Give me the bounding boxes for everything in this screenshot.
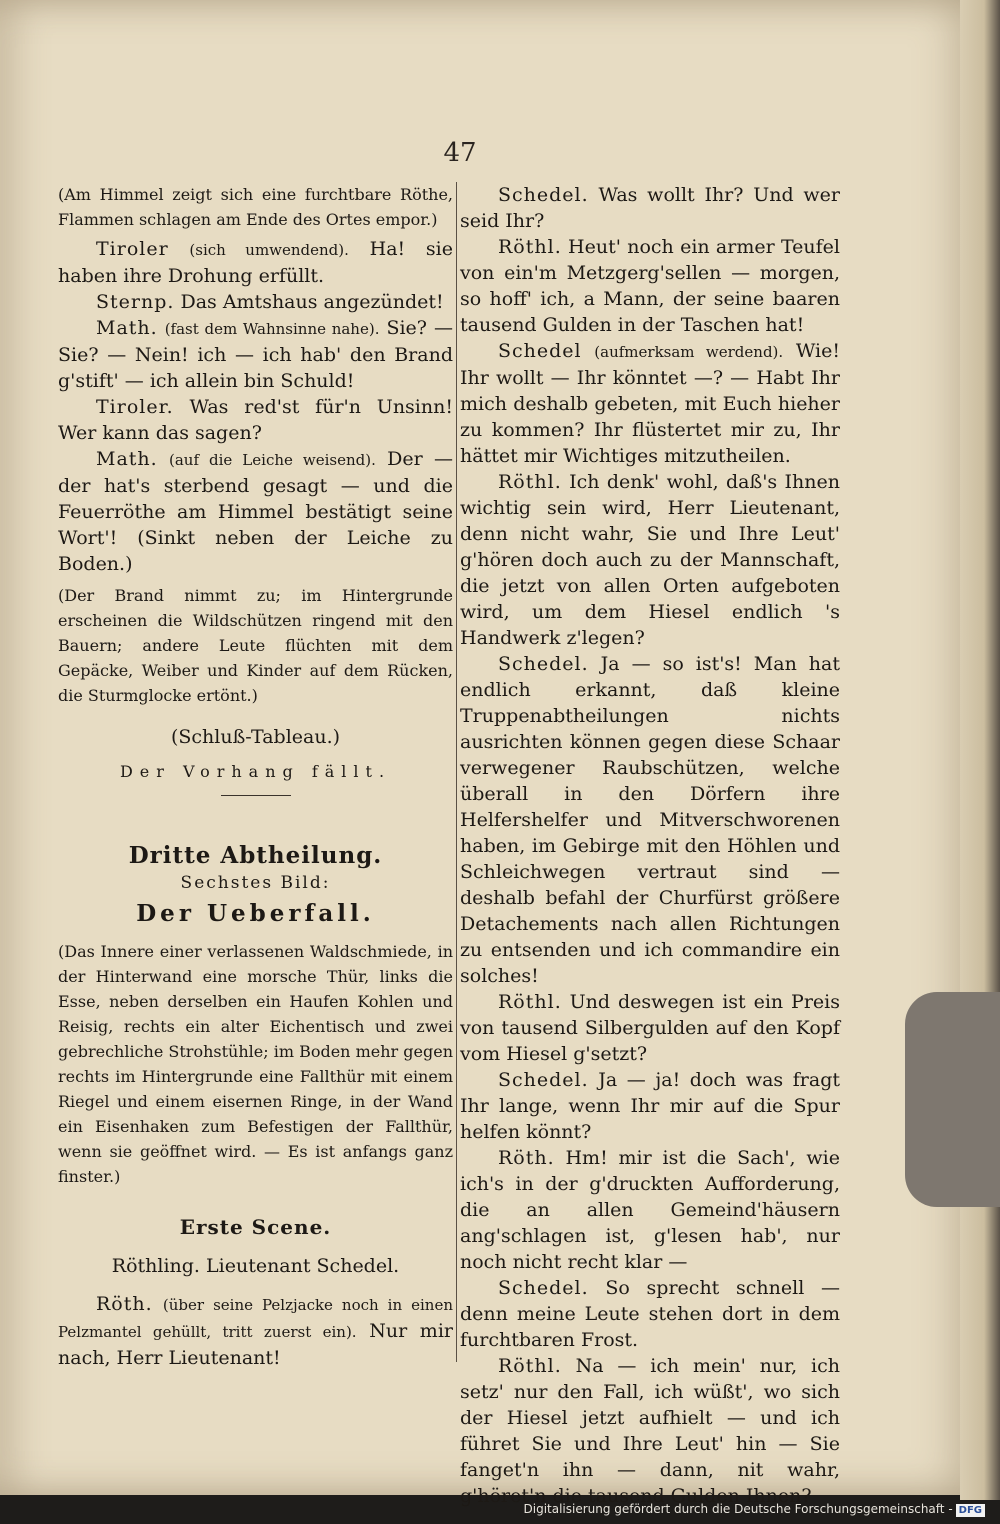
speech: Sie? — Sie? — Nein! ich — ich hab' den Brand g'stift' — ich allein bin Schuld! xyxy=(58,317,453,392)
direction: (aufmerksam werdend). xyxy=(594,343,784,361)
left-column xyxy=(58,182,453,1371)
section-title: Dritte Abtheilung. xyxy=(128,842,383,869)
speaker: Sternp. xyxy=(96,291,175,313)
dialogue-line xyxy=(460,1353,840,1509)
dfg-logo-icon: DFG xyxy=(956,1504,985,1517)
dialogue-line xyxy=(460,469,840,651)
dialogue-line xyxy=(58,315,453,394)
dialogue-line xyxy=(460,1145,840,1275)
scene-label: Sechstes Bild: xyxy=(180,873,331,893)
speaker: Röthl. xyxy=(498,1355,562,1377)
dialogue-line xyxy=(460,989,840,1067)
speech: Was red'st für'n Unsinn! Wer kann das sagen? xyxy=(58,396,453,444)
dialogue-line xyxy=(58,1291,453,1371)
curtain-line: Der Vorhang fällt. xyxy=(119,762,392,781)
separator-rule xyxy=(221,795,291,796)
speaker: Tiroler. xyxy=(96,396,174,418)
speech: Ha! sie haben ihre Drohung erfüllt. xyxy=(58,238,453,287)
speech: Ich denk' wohl, daß's Ihnen wichtig sein wird, Herr Lieutenant, denn nicht wahr, Sie und Ihre Leut' g'hören doch auch zu der Mannschaft, die jetzt von allen Orten aufgeboten wird, um dem Hiesel endlich 's Handwerk z'legen? xyxy=(460,471,841,649)
closing-tableau: (Schluß-Tableau.) xyxy=(170,726,341,748)
stage-direction: (Am Himmel zeigt sich eine furchtbare Röthe, Flammen schlagen am Ende des Ortes empor.) xyxy=(58,185,453,229)
page-number: 47 xyxy=(443,138,477,168)
speaker: Röth. xyxy=(498,1147,555,1169)
stage-direction: (Der Brand nimmt zu; im Hintergrunde erscheinen die Wildschützen ringend mit den Bauern; andere Leute flüchten mit dem Gepäcke, Weiber und Kinder auf dem Rücken, die Sturmglocke ertönt.) xyxy=(58,586,453,705)
speaker: Schedel. xyxy=(498,653,589,675)
speech: Wie! Ihr wollt — Ihr könntet —? — Habt Ihr mich deshalb gebeten, mit Euch hieher zu kommen? Ihr flüstertet mir zu, Ihr hättet mir Wichtiges mitzutheilen. xyxy=(460,340,840,467)
direction: (sich umwendend). xyxy=(189,241,349,259)
speech: Was wollt Ihr? Und wer seid Ihr? xyxy=(460,184,840,232)
column-divider xyxy=(456,182,457,1362)
speaker: Schedel. xyxy=(498,184,589,206)
direction: (über seine Pelzjacke noch in einen Pelzmantel gehüllt, tritt zuerst ein). xyxy=(58,1296,453,1341)
direction: (fast dem Wahnsinne nahe). xyxy=(164,320,380,338)
dialogue-line xyxy=(460,182,840,234)
speaker: Schedel. xyxy=(498,1277,589,1299)
speech: Und deswegen ist ein Preis von tausend Silbergulden auf den Kopf vom Hiesel g'setzt? xyxy=(460,991,840,1065)
first-scene-heading: Erste Scene. xyxy=(179,1215,332,1239)
dialogue-line xyxy=(460,1275,840,1353)
direction: (auf die Leiche weisend). xyxy=(169,451,376,469)
speaker: Röthl. xyxy=(498,236,562,258)
dialogue-line xyxy=(58,394,453,446)
speech: Ja — ja! doch was fragt Ihr lange, wenn Ihr mir auf die Spur helfen könnt? xyxy=(460,1069,840,1143)
right-column xyxy=(460,182,840,1509)
speaker: Röthl. xyxy=(498,991,562,1013)
speech: Na — ich mein' nur, ich setz' nur den Fall, ich wüßt', wo sich der Hiesel jetzt aufhielt — und ich führet Sie und Ihre Leut' hin — Sie fanget'n ihn — dann, nit wahr, g'höret'n die tausend Gulden Ihnen? xyxy=(460,1355,840,1507)
speech: Hm! mir ist die Sach', wie ich's in der g'druckten Aufforderung, die an allen Gemeind'häusern ang'schlagen ist, g'lesen hab', nur noch nicht recht klar — xyxy=(460,1147,840,1273)
scene-title: Der Ueberfall. xyxy=(136,900,375,927)
speech: Nur mir nach, Herr Lieutenant! xyxy=(58,1320,453,1369)
dialogue-line xyxy=(58,289,453,315)
speech: Ja — so ist's! Man hat endlich erkannt, daß kleine Truppenabtheilungen nichts ausrichten können gegen diese Schaar verwegener Raubschützen, welche überall in den Dörfern ihre Helfershelfer und Mitverschworenen haben, im Gebirge mit den Höhlen und Schleichwegen vertraut sind — deshalb befahl der Churfürst größere Detachements nach allen Richtungen zu entsenden und ich commandire ein solches! xyxy=(460,653,840,987)
dialogue-line xyxy=(58,446,453,577)
dialogue-line xyxy=(460,1067,840,1145)
speaker: Math. xyxy=(96,448,158,470)
speaker: Schedel xyxy=(498,340,582,362)
footer-credit xyxy=(0,1502,985,1517)
dialogue-line xyxy=(460,651,840,989)
speech: Das Amtshaus angezündet! xyxy=(180,291,444,313)
speech: Heut' noch ein armer Teufel von ein'm Metzgerg'sellen — morgen, so hoff' ich, a Mann, der seine baaren tausend Gulden in der Taschen hat! xyxy=(460,236,840,336)
setting-description: (Das Innere einer verlassenen Waldschmiede, in der Hinterwand eine morsche Thür, links die Esse, neben derselben ein Haufen Kohlen und Reisig, rechts ein alter Eichentisch und zwei gebrechliche Strohstühle; im Boden mehr gegen rechts im Hintergrunde eine Fallthür mit einem Riegel und einem eisernen Ringe, in der Wand ein Eisenhaken zum Befestigen der Fallthür, wenn sie geöffnet wird. — Es ist anfangs ganz finster.) xyxy=(58,942,453,1186)
speaker: Math. xyxy=(96,317,158,339)
speaker: Röth. xyxy=(96,1293,153,1315)
speech: So sprecht schnell — denn meine Leute stehen dort in dem furchtbaren Frost. xyxy=(460,1277,840,1351)
dialogue-line xyxy=(460,234,840,338)
characters-line: Röthling. Lieutenant Schedel. xyxy=(111,1255,400,1277)
speaker: Röthl. xyxy=(498,471,562,493)
dialogue-line xyxy=(460,338,840,469)
footer-text: Digitalisierung gefördert durch die Deutsche Forschungsgemeinschaft - xyxy=(523,1502,953,1516)
page-edge xyxy=(960,0,1000,1500)
page-tab xyxy=(905,992,1000,1207)
speaker: Tiroler xyxy=(96,238,169,260)
dialogue-line xyxy=(58,236,453,289)
speaker: Schedel. xyxy=(498,1069,589,1091)
speech: Der — der hat's sterbend gesagt — und die Feuerröthe am Himmel bestätigt seine Wort'! (Sinkt neben der Leiche zu Boden.) xyxy=(58,448,453,575)
